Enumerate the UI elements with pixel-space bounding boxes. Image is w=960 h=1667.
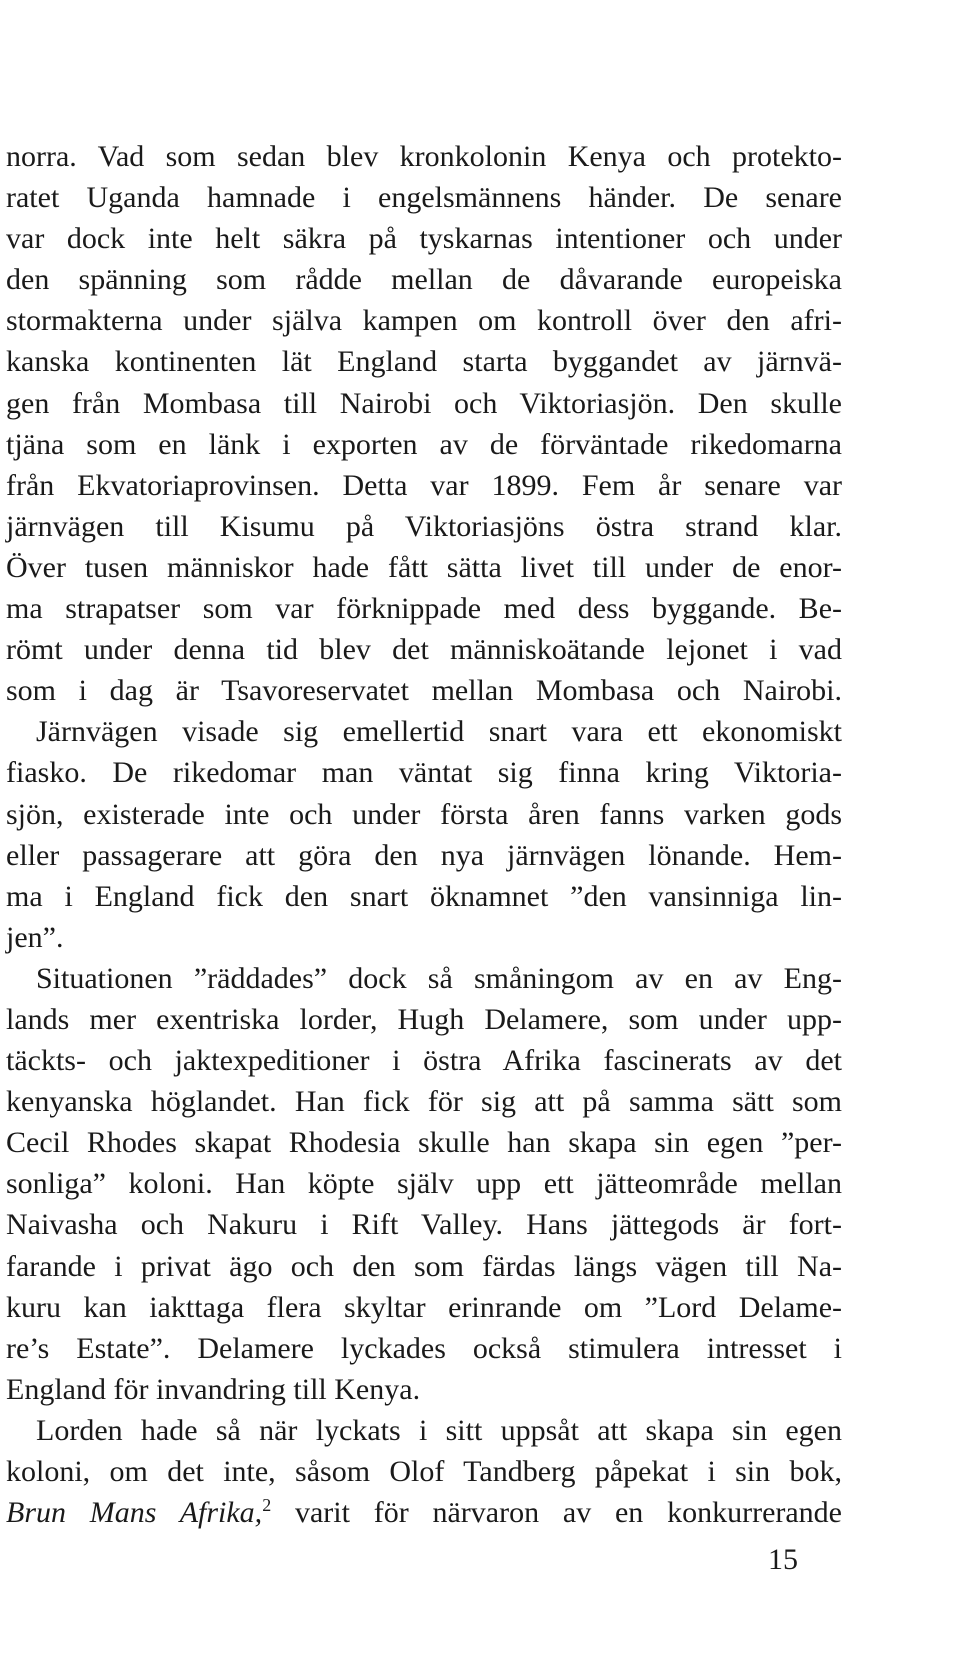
text-line: var dock inte helt säkra på tyskarnas intentioner och under (6, 222, 842, 256)
text-line: jen”. (6, 920, 64, 954)
text-line: kenyanska höglandet. Han fick för sig att på samma sätt som (6, 1085, 842, 1119)
text-line-last (6, 1492, 842, 1533)
text-line: lands mer exentriska lorder, Hugh Delamere, som under upp- (6, 1002, 842, 1036)
text-line: kuru kan iakttaga flera skyltar erinrande om ”Lord Delame- (6, 1290, 842, 1324)
text-line: kanska kontinenten lät England starta byggandet av järnvä- (6, 345, 842, 379)
text-lines (6, 136, 842, 1492)
footnote-marker: 2 (262, 1495, 272, 1516)
text-line: gen från Mombasa till Nairobi och Viktoriasjön. Den skulle (6, 386, 842, 420)
text-line: England för invandring till Kenya. (6, 1372, 421, 1406)
text-line: järnvägen till Kisumu på Viktoriasjöns östra strand klar. (6, 509, 842, 543)
text-line: sonliga” koloni. Han köpte själv upp ett jätteområde mellan (6, 1167, 842, 1201)
text-line: Järnvägen visade sig emellertid snart vara ett ekonomiskt (36, 715, 842, 749)
text-line-last-rest: varit för närvaron av en konkurrerande (271, 1496, 843, 1530)
text-line: täckts- och jaktexpeditioner i östra Afrika fascinerats av det (6, 1044, 842, 1078)
text-line: Över tusen människor hade fått sätta livet till under de enor- (6, 550, 842, 584)
text-line: tjäna som en länk i exporten av de förväntade rikedomarna (6, 427, 842, 461)
text-line: ma i England fick den snart öknamnet ”den vansinniga lin- (6, 879, 842, 913)
text-line: fiasko. De rikedomar man väntat sig finna kring Viktoria- (6, 756, 842, 790)
text-line: ma strapatser som var förknippade med dess byggande. Be- (6, 592, 842, 626)
text-line: norra. Vad som sedan blev kronkolonin Kenya och protekto- (6, 140, 842, 173)
text-line: stormakterna under själva kampen om kontroll över den afri- (6, 304, 842, 338)
text-line: eller passagerare att göra den nya järnvägen lönande. Hem- (6, 838, 842, 872)
text-line: koloni, om det inte, såsom Olof Tandberg påpekat i sin bok, (6, 1455, 842, 1488)
text-line: sjön, existerade inte och under första åren fanns varken gods (6, 797, 842, 831)
book-title: Brun Mans Afrika, (6, 1496, 263, 1530)
text-line: den spänning som rådde mellan de dåvarande europeiska (6, 263, 842, 297)
text-line: Naivasha och Nakuru i Rift Valley. Hans jättegods är fort- (6, 1208, 842, 1242)
document-body (6, 136, 842, 1533)
text-line: Lorden hade så när lyckats i sitt uppsåt att skapa sin egen (36, 1413, 842, 1447)
text-line: farande i privat ägo och den som färdas längs vägen till Na- (6, 1249, 842, 1283)
text-line: Situationen ”räddades” dock så småningom av en av Eng- (36, 961, 842, 995)
text-line: från Ekvatoriaprovinsen. Detta var 1899. Fem år senare var (6, 468, 842, 502)
text-line: römt under denna tid blev det människoätande lejonet i vad (6, 633, 842, 667)
text-line: som i dag är Tsavoreservatet mellan Mombasa och Nairobi. (6, 674, 842, 708)
text-line: ratet Uganda hamnade i engelsmännens händer. De senare (6, 181, 842, 215)
page-number: 15 (768, 1543, 798, 1576)
text-line: re’s Estate”. Delamere lyckades också stimulera intresset i (6, 1331, 842, 1365)
text-line: Cecil Rhodes skapat Rhodesia skulle han skapa sin egen ”per- (6, 1126, 842, 1160)
